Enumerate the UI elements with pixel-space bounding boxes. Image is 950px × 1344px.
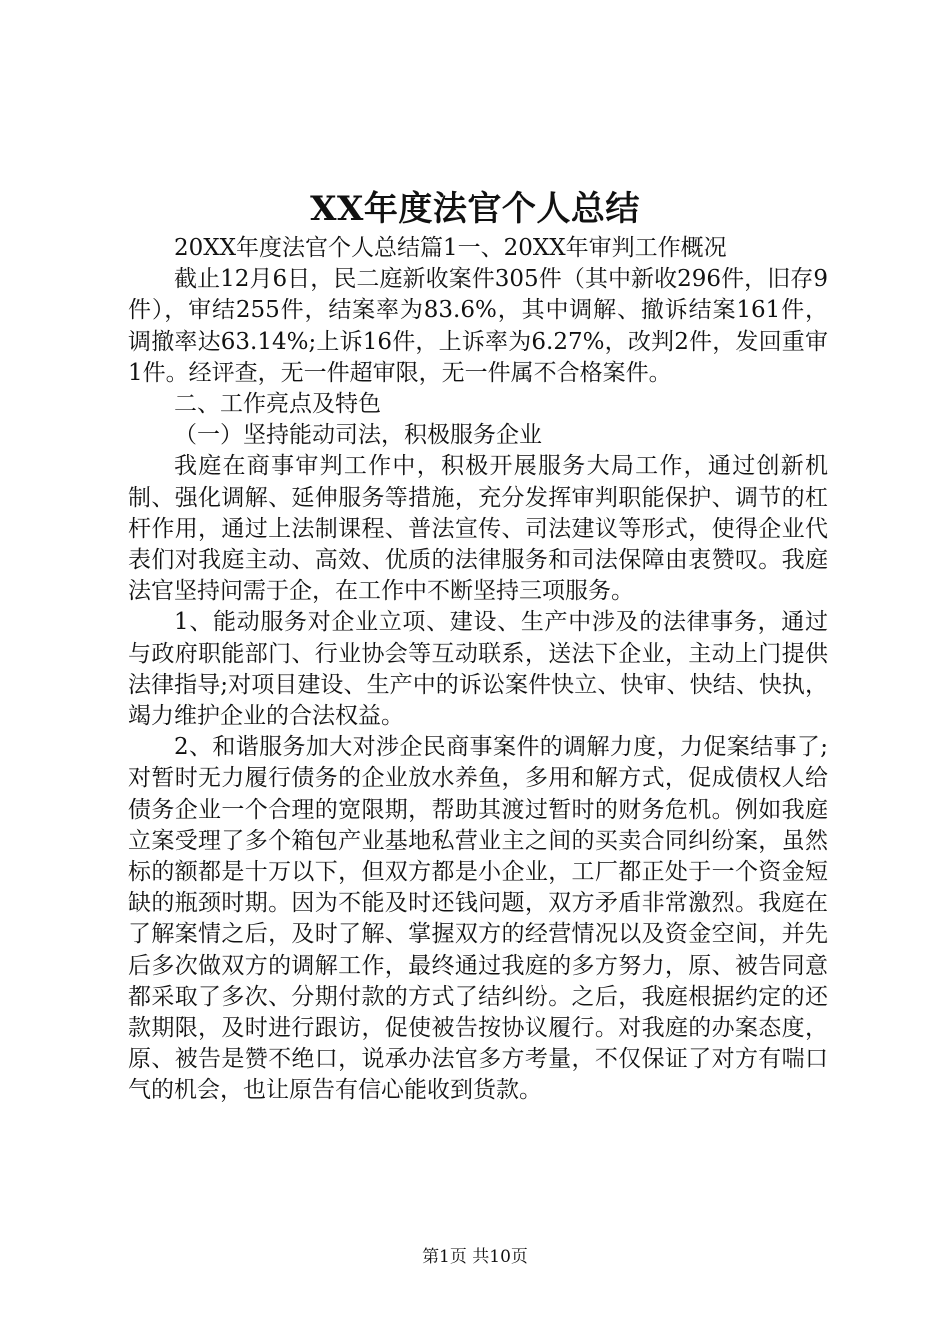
paragraph-section-two-heading: 二、工作亮点及特色	[174, 391, 381, 418]
paragraph-heading-line: 20XX年度法官个人总结篇1一、20XX年审判工作概况	[174, 235, 727, 261]
paragraph-service-intro: 我庭在商事审判工作中，积极开展服务大局工作，通过创新机制、强化调解、延伸服务等措施，充分发挥审判职能保护、调节的杠杆作用，通过上法制课程、普法宣传、司法建议等形式，使得企业代表们对我庭主动、高效、优质的法律服务和司法保障由衷赞叹。我庭法官坚持问需于企，在工作中不断坚持三项服务。	[128, 453, 828, 605]
document-body	[128, 233, 828, 1107]
paragraph-harmonious-service: 2、和谐服务加大对涉企民商事案件的调解力度，力促案结事了;对暂时无力履行债务的企业放水养鱼，多用和解方式，促成债权人给债务企业一个合理的宽限期，帮助其渡过暂时的财务危机。例如我庭立案受理了多个箱包产业基地私营业主之间的买卖合同纠纷案，虽然标的额都是十万以下，但双方都是小企业，工厂都正处于一个资金短缺的瓶颈时期。因为不能及时还钱问题，双方矛盾非常激烈。我庭在了解案情之后，及时了解、掌握双方的经营情况以及资金空间，并先后多次做双方的调解工作，最终通过我庭的多方努力，原、被告同意都采取了多次、分期付款的方式了结纠纷。之后，我庭根据约定的还款期限，及时进行跟访，促使被告按协议履行。对我庭的办案态度，原、被告是赞不绝口，说承办法官多方考量，不仅保证了对方有喘口气的机会，也让原告有信心能收到货款。	[128, 734, 828, 1104]
paragraph-subsection-one-heading: （一）坚持能动司法，积极服务企业	[174, 422, 542, 449]
paragraph-active-service: 1、能动服务对企业立项、建设、生产中涉及的法律事务，通过与政府职能部门、行业协会等互动联系，送法下企业，主动上门提供法律指导;对项目建设、生产中的诉讼案件快立、快审、快结、快执，竭力维护企业的合法权益。	[128, 609, 828, 730]
document-title: XX年度法官个人总结	[310, 189, 640, 229]
paragraph-work-overview: 截止12月6日，民二庭新收案件305件（其中新收296件，旧存9件），审结255件，结案率为83.6%，其中调解、撤诉结案161件，调撤率达63.14%;上诉16件，上诉率为6.27%，改判2件，发回重审1件。经评查，无一件超审限，无一件属不合格案件。	[128, 266, 828, 386]
page-number-footer: 第1页 共10页	[422, 1247, 528, 1267]
